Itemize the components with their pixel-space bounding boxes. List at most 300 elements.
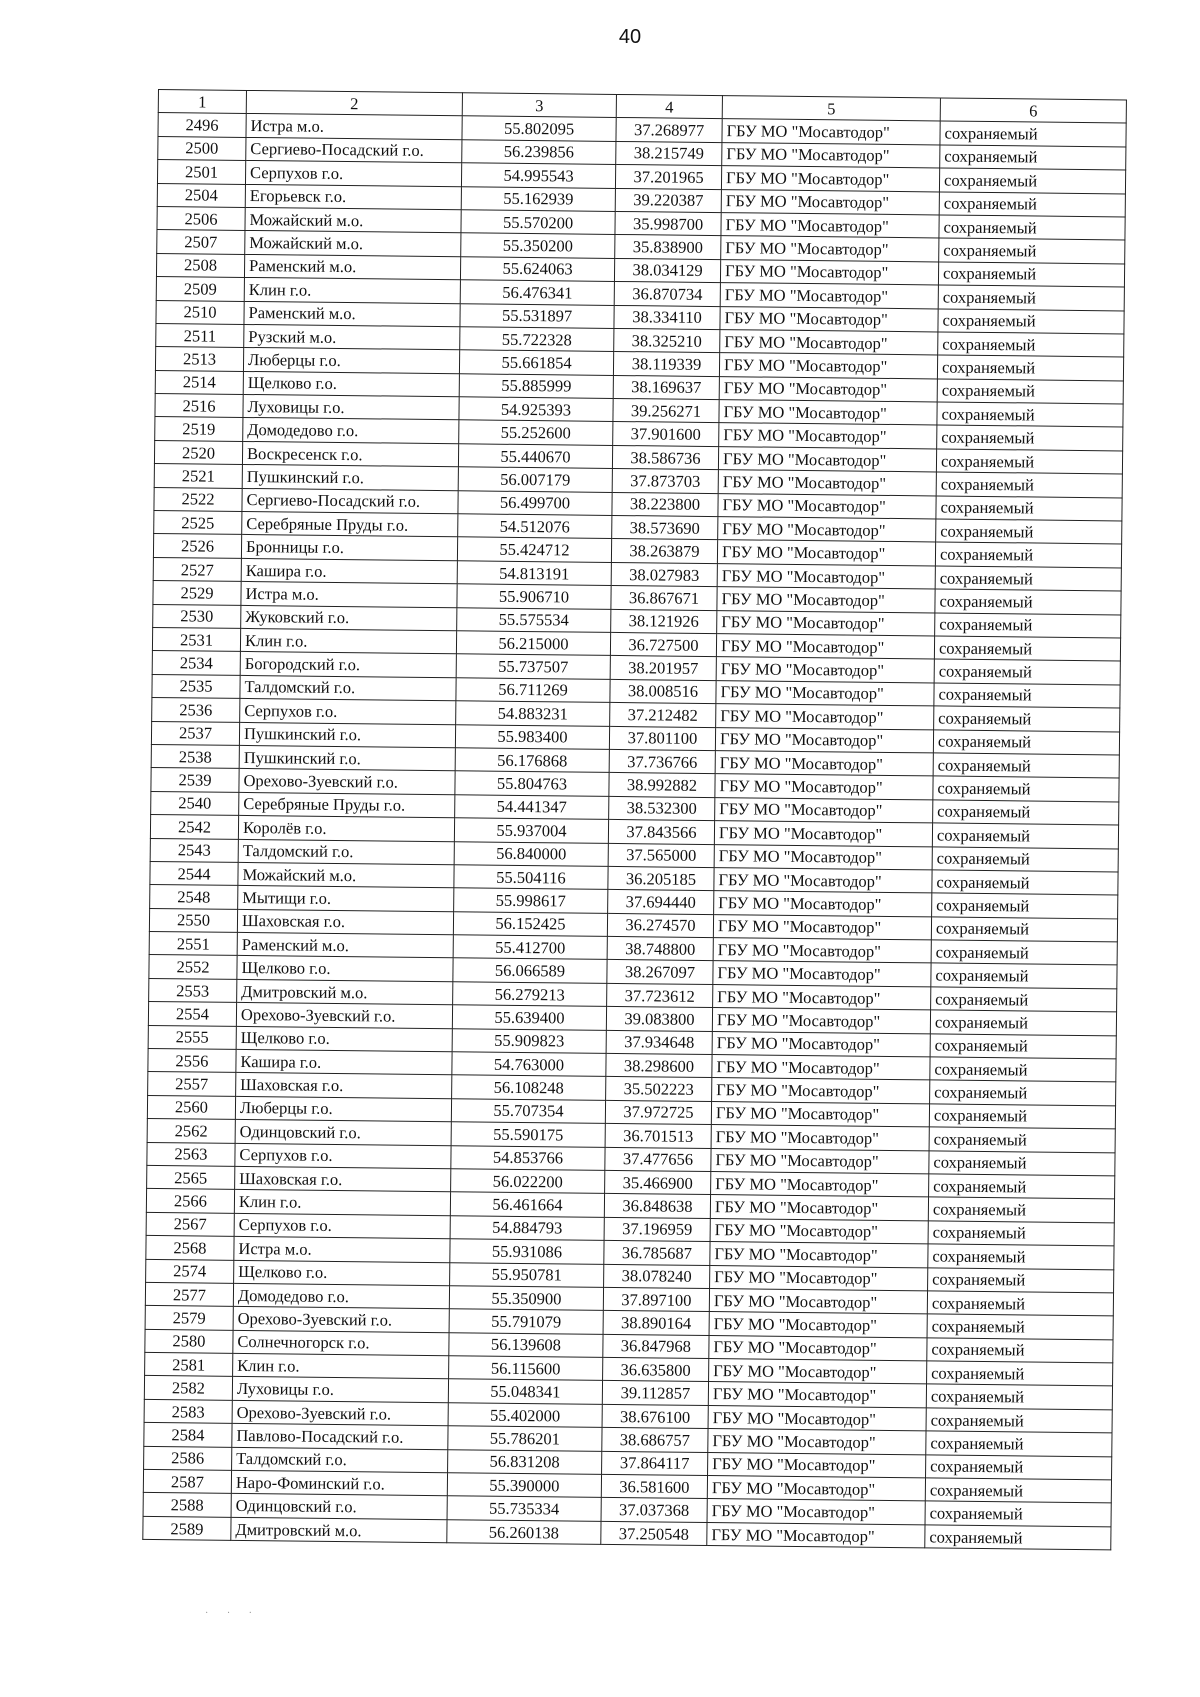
latitude-cell: 56.279213 [453, 982, 607, 1007]
row-number-cell: 2513 [155, 347, 243, 371]
row-number-cell: 2582 [144, 1376, 232, 1400]
longitude-cell: 37.201965 [615, 165, 721, 190]
status-cell: сохраняемый [939, 238, 1125, 263]
organization-cell: ГБУ МО "Мосавтодор" [718, 470, 936, 496]
status-cell: сохраняемый [936, 496, 1122, 521]
row-number-cell: 2562 [147, 1119, 235, 1143]
longitude-cell: 37.736766 [609, 749, 715, 774]
row-number-cell: 2531 [152, 627, 240, 651]
row-number-cell: 2563 [147, 1142, 235, 1166]
longitude-cell: 37.972725 [605, 1100, 711, 1125]
status-cell: сохраняемый [925, 1501, 1111, 1526]
row-number-cell: 2580 [145, 1329, 233, 1353]
organization-cell: ГБУ МО "Мосавтодор" [718, 493, 936, 519]
latitude-cell: 55.707354 [451, 1099, 605, 1124]
status-cell: сохраняемый [936, 519, 1122, 544]
latitude-cell: 55.804763 [455, 771, 609, 796]
municipality-cell: Дмитровский м.о. [237, 979, 453, 1005]
row-number-cell: 2509 [156, 277, 244, 301]
status-cell: сохраняемый [933, 729, 1119, 754]
longitude-cell: 36.581600 [601, 1474, 707, 1499]
municipality-cell: Королёв г.о. [238, 816, 454, 842]
latitude-cell: 55.048341 [448, 1379, 602, 1404]
latitude-cell: 55.252600 [459, 420, 613, 445]
header-cell: 6 [940, 98, 1126, 123]
row-number-cell: 2539 [151, 768, 239, 792]
status-cell: сохраняемый [939, 168, 1125, 193]
latitude-cell: 55.931086 [450, 1239, 604, 1264]
row-number-cell: 2542 [150, 815, 238, 839]
latitude-cell: 56.239856 [462, 140, 616, 165]
latitude-cell: 56.260138 [447, 1520, 601, 1545]
organization-cell: ГБУ МО "Мосавтодор" [721, 166, 939, 192]
status-cell: сохраняемый [926, 1384, 1112, 1409]
organization-cell: ГБУ МО "Мосавтодор" [709, 1359, 927, 1385]
longitude-cell: 36.274570 [607, 913, 713, 938]
latitude-cell: 54.853766 [451, 1145, 605, 1170]
longitude-cell: 39.256271 [613, 399, 719, 424]
header-cell: 2 [246, 90, 462, 116]
longitude-cell: 38.223800 [612, 492, 718, 517]
latitude-cell: 56.152425 [453, 911, 607, 936]
municipality-cell: Серпухов г.о. [245, 161, 461, 187]
longitude-cell: 38.298600 [606, 1053, 712, 1078]
row-number-cell: 2522 [154, 487, 242, 511]
organization-cell: ГБУ МО "Мосавтодор" [717, 587, 935, 613]
row-number-cell: 2586 [144, 1446, 232, 1470]
row-number-cell: 2536 [152, 698, 240, 722]
status-cell: сохраняемый [927, 1291, 1113, 1316]
organization-cell: ГБУ МО "Мосавтодор" [710, 1242, 928, 1268]
organization-cell: ГБУ МО "Мосавтодор" [710, 1265, 928, 1291]
row-number-cell: 2537 [151, 721, 239, 745]
latitude-cell: 55.909823 [452, 1028, 606, 1053]
row-number-cell: 2553 [149, 978, 237, 1002]
municipality-cell: Талдомский г.о. [238, 839, 454, 865]
municipality-cell: Истра м.о. [234, 1237, 450, 1263]
municipality-cell: Луховицы г.о. [243, 395, 459, 421]
latitude-cell: 56.215000 [456, 631, 610, 656]
status-cell: сохраняемый [929, 1174, 1115, 1199]
longitude-cell: 36.785687 [604, 1241, 710, 1266]
row-number-cell: 2574 [146, 1259, 234, 1283]
longitude-cell: 35.998700 [615, 211, 721, 236]
status-cell: сохраняемый [940, 121, 1126, 146]
municipality-cell: Серебряные Пруды г.о. [239, 792, 455, 818]
status-cell: сохраняемый [930, 1010, 1116, 1035]
municipality-cell: Люберцы г.о. [243, 348, 459, 374]
municipality-cell: Истра м.о. [246, 114, 462, 140]
municipality-cell: Раменский м.о. [237, 932, 453, 958]
organization-cell: ГБУ МО "Мосавтодор" [709, 1288, 927, 1314]
organization-cell: ГБУ МО "Мосавтодор" [716, 680, 934, 706]
row-number-cell: 2519 [155, 417, 243, 441]
municipality-cell: Сергиево-Посадский г.о. [246, 137, 462, 163]
municipality-cell: Павлово-Посадский г.о. [232, 1424, 448, 1450]
row-number-cell: 2543 [150, 838, 238, 862]
longitude-cell: 38.748800 [607, 936, 713, 961]
longitude-cell: 37.196959 [604, 1217, 710, 1242]
latitude-cell: 55.950781 [450, 1262, 604, 1287]
longitude-cell: 38.169637 [613, 375, 719, 400]
longitude-cell: 38.201957 [610, 656, 716, 681]
header-cell: 3 [462, 93, 616, 118]
row-number-cell: 2587 [143, 1469, 231, 1493]
longitude-cell: 38.263879 [611, 539, 717, 564]
latitude-cell: 56.066589 [453, 958, 607, 983]
status-cell: сохраняемый [930, 1057, 1116, 1082]
status-cell: сохраняемый [927, 1338, 1113, 1363]
latitude-cell: 55.639400 [452, 1005, 606, 1030]
longitude-cell: 36.205185 [608, 866, 714, 891]
municipality-cell: Клин г.о. [244, 278, 460, 304]
longitude-cell: 37.037368 [601, 1498, 707, 1523]
status-cell: сохраняемый [935, 589, 1121, 614]
row-number-cell: 2501 [157, 160, 245, 184]
latitude-cell: 55.737507 [456, 654, 610, 679]
longitude-cell: 37.897100 [603, 1287, 709, 1312]
organization-cell: ГБУ МО "Мосавтодор" [716, 704, 934, 730]
latitude-cell: 55.424712 [457, 537, 611, 562]
latitude-cell: 55.162939 [461, 186, 615, 211]
latitude-cell: 55.885999 [459, 373, 613, 398]
status-cell: сохраняемый [928, 1197, 1114, 1222]
status-cell: сохраняемый [937, 379, 1123, 404]
organization-cell: ГБУ МО "Мосавтодор" [713, 938, 931, 964]
row-number-cell: 2584 [144, 1423, 232, 1447]
status-cell: сохраняемый [930, 1034, 1116, 1059]
status-cell: сохраняемый [936, 472, 1122, 497]
municipality-cell: Раменский м.о. [244, 301, 460, 327]
status-cell: сохраняемый [937, 402, 1123, 427]
row-number-cell: 2534 [152, 651, 240, 675]
latitude-cell: 55.402000 [448, 1403, 602, 1428]
status-cell: сохраняемый [934, 659, 1120, 684]
latitude-cell: 55.906710 [457, 584, 611, 609]
longitude-cell: 35.502223 [606, 1077, 712, 1102]
status-cell: сохраняемый [936, 449, 1122, 474]
longitude-cell: 38.532300 [609, 796, 715, 821]
organization-cell: ГБУ МО "Мосавтодор" [719, 376, 937, 402]
organization-cell: ГБУ МО "Мосавтодор" [715, 774, 933, 800]
row-number-cell: 2556 [148, 1048, 236, 1072]
longitude-cell: 36.635800 [603, 1357, 709, 1382]
longitude-cell: 37.565000 [608, 843, 714, 868]
municipality-cell: Щелково г.о. [234, 1260, 450, 1286]
municipality-cell: Домодедово г.о. [233, 1283, 449, 1309]
organization-cell: ГБУ МО "Мосавтодор" [711, 1101, 929, 1127]
organization-cell: ГБУ МО "Мосавтодор" [718, 517, 936, 543]
municipality-cell: Бронницы г.о. [241, 535, 457, 561]
row-number-cell: 2552 [149, 955, 237, 979]
row-number-cell: 2548 [150, 885, 238, 909]
longitude-cell: 36.701513 [605, 1124, 711, 1149]
latitude-cell: 55.590175 [451, 1122, 605, 1147]
latitude-cell: 54.995543 [461, 163, 615, 188]
status-cell: сохраняемый [930, 1080, 1116, 1105]
row-number-cell: 2579 [145, 1306, 233, 1330]
municipality-cell: Клин г.о. [234, 1190, 450, 1216]
status-cell: сохраняемый [938, 262, 1124, 287]
organization-cell: ГБУ МО "Мосавтодор" [708, 1382, 926, 1408]
latitude-cell: 55.440670 [458, 444, 612, 469]
organization-cell: ГБУ МО "Мосавтодор" [714, 821, 932, 847]
status-cell: сохраняемый [934, 683, 1120, 708]
municipality-cell: Рузский м.о. [244, 324, 460, 350]
municipality-cell: Можайский м.о. [245, 207, 461, 233]
status-cell: сохраняемый [929, 1104, 1115, 1129]
longitude-cell: 38.686757 [602, 1428, 708, 1453]
municipality-cell: Шаховская г.о. [235, 1166, 451, 1192]
longitude-cell: 38.334110 [614, 305, 720, 330]
longitude-cell: 37.694440 [608, 890, 714, 915]
latitude-cell: 55.983400 [455, 724, 609, 749]
data-table [142, 89, 1127, 1551]
municipality-cell: Люберцы г.о. [235, 1096, 451, 1122]
longitude-cell: 38.992882 [609, 773, 715, 798]
organization-cell: ГБУ МО "Мосавтодор" [714, 891, 932, 917]
status-cell: сохраняемый [928, 1244, 1114, 1269]
organization-cell: ГБУ МО "Мосавтодор" [707, 1499, 925, 1525]
latitude-cell: 55.786201 [448, 1426, 602, 1451]
organization-cell: ГБУ МО "Мосавтодор" [721, 213, 939, 239]
longitude-cell: 38.325210 [614, 328, 720, 353]
longitude-cell: 37.801100 [609, 726, 715, 751]
status-cell: сохраняемый [931, 917, 1117, 942]
municipality-cell: Талдомский г.о. [240, 675, 456, 701]
organization-cell: ГБУ МО "Мосавтодор" [711, 1125, 929, 1151]
longitude-cell: 38.027983 [611, 562, 717, 587]
latitude-cell: 54.884793 [450, 1215, 604, 1240]
status-cell: сохраняемый [929, 1127, 1115, 1152]
scanned-table-sheet [142, 89, 1126, 1551]
municipality-cell: Орехово-Зуевский г.о. [232, 1400, 448, 1426]
organization-cell: ГБУ МО "Мосавтодор" [709, 1335, 927, 1361]
organization-cell: ГБУ МО "Мосавтодор" [707, 1476, 925, 1502]
latitude-cell: 55.350200 [461, 233, 615, 258]
row-number-cell: 2511 [156, 323, 244, 347]
status-cell: сохраняемый [926, 1408, 1112, 1433]
organization-cell: ГБУ МО "Мосавтодор" [712, 1008, 930, 1034]
organization-cell: ГБУ МО "Мосавтодор" [719, 400, 937, 426]
municipality-cell: Шаховская г.о. [237, 909, 453, 935]
row-number-cell: 2506 [157, 206, 245, 230]
organization-cell: ГБУ МО "Мосавтодор" [716, 634, 934, 660]
row-number-cell: 2521 [154, 464, 242, 488]
municipality-cell: Егорьевск г.о. [245, 184, 461, 210]
municipality-cell: Дмитровский м.о. [231, 1517, 447, 1543]
status-cell: сохраняемый [927, 1314, 1113, 1339]
row-number-cell: 2535 [152, 674, 240, 698]
organization-cell: ГБУ МО "Мосавтодор" [717, 563, 935, 589]
row-number-cell: 2527 [153, 557, 241, 581]
organization-cell: ГБУ МО "Мосавтодор" [710, 1218, 928, 1244]
latitude-cell: 55.937004 [454, 818, 608, 843]
row-number-cell: 2583 [144, 1399, 232, 1423]
status-cell: сохраняемый [926, 1455, 1112, 1480]
row-number-cell: 2540 [151, 791, 239, 815]
scan-specks: · · · [205, 1608, 260, 1619]
row-number-cell: 2526 [153, 534, 241, 558]
municipality-cell: Щелково г.о. [237, 956, 453, 982]
status-cell: сохраняемый [940, 145, 1126, 170]
latitude-cell: 56.461664 [450, 1192, 604, 1217]
row-number-cell: 2516 [155, 394, 243, 418]
row-number-cell: 2529 [153, 581, 241, 605]
longitude-cell: 36.847968 [603, 1334, 709, 1359]
organization-cell: ГБУ МО "Мосавтодор" [720, 283, 938, 309]
latitude-cell: 55.412700 [453, 935, 607, 960]
latitude-cell: 54.512076 [458, 514, 612, 539]
status-cell: сохраняемый [925, 1478, 1111, 1503]
header-cell: 5 [722, 96, 940, 122]
status-cell: сохраняемый [928, 1221, 1114, 1246]
longitude-cell: 39.112857 [602, 1381, 708, 1406]
latitude-cell: 55.998617 [454, 888, 608, 913]
municipality-cell: Клин г.о. [240, 628, 456, 654]
municipality-cell: Можайский м.о. [245, 231, 461, 257]
latitude-cell: 55.575534 [457, 607, 611, 632]
latitude-cell: 56.176868 [455, 748, 609, 773]
municipality-cell: Раменский м.о. [244, 254, 460, 280]
longitude-cell: 35.466900 [605, 1170, 711, 1195]
organization-cell: ГБУ МО "Мосавтодор" [719, 353, 937, 379]
latitude-cell: 55.531897 [460, 303, 614, 328]
row-number-cell: 2567 [146, 1212, 234, 1236]
status-cell: сохраняемый [935, 566, 1121, 591]
longitude-cell: 36.867671 [611, 586, 717, 611]
organization-cell: ГБУ МО "Мосавтодор" [717, 540, 935, 566]
organization-cell: ГБУ МО "Мосавтодор" [720, 330, 938, 356]
status-cell: сохраняемый [935, 613, 1121, 638]
longitude-cell: 38.215749 [616, 141, 722, 166]
latitude-cell: 55.350900 [449, 1286, 603, 1311]
row-number-cell: 2554 [148, 1002, 236, 1026]
municipality-cell: Щелково г.о. [243, 371, 459, 397]
latitude-cell: 55.661854 [459, 350, 613, 375]
organization-cell: ГБУ МО "Мосавтодор" [711, 1148, 929, 1174]
status-cell: сохраняемый [937, 355, 1123, 380]
municipality-cell: Солнечногорск г.о. [233, 1330, 449, 1356]
header-cell: 4 [616, 94, 722, 119]
organization-cell: ГБУ МО "Мосавтодор" [717, 610, 935, 636]
row-number-cell: 2560 [147, 1095, 235, 1119]
organization-cell: ГБУ МО "Мосавтодор" [721, 236, 939, 262]
municipality-cell: Одинцовский г.о. [235, 1120, 451, 1146]
row-number-cell: 2538 [151, 744, 239, 768]
status-cell: сохраняемый [929, 1150, 1115, 1175]
status-cell: сохраняемый [939, 215, 1125, 240]
longitude-cell: 37.901600 [613, 422, 719, 447]
latitude-cell: 56.499700 [458, 490, 612, 515]
status-cell: сохраняемый [931, 940, 1117, 965]
longitude-cell: 39.220387 [615, 188, 721, 213]
table-body [143, 113, 1126, 1550]
longitude-cell: 37.250548 [601, 1521, 707, 1546]
status-cell: сохраняемый [932, 870, 1118, 895]
longitude-cell: 38.078240 [604, 1264, 710, 1289]
status-cell: сохраняемый [934, 636, 1120, 661]
organization-cell: ГБУ МО "Мосавтодор" [710, 1195, 928, 1221]
organization-cell: ГБУ МО "Мосавтодор" [720, 259, 938, 285]
latitude-cell: 55.390000 [447, 1473, 601, 1498]
latitude-cell: 55.624063 [460, 257, 614, 282]
page-number: 40 [618, 26, 642, 48]
row-number-cell: 2588 [143, 1493, 231, 1517]
municipality-cell: Истра м.о. [241, 582, 457, 608]
longitude-cell: 38.008516 [610, 679, 716, 704]
organization-cell: ГБУ МО "Мосавтодор" [719, 423, 937, 449]
municipality-cell: Воскресенск г.о. [242, 441, 458, 467]
row-number-cell: 2551 [149, 932, 237, 956]
longitude-cell: 37.934648 [606, 1030, 712, 1055]
organization-cell: ГБУ МО "Мосавтодор" [714, 844, 932, 870]
longitude-cell: 37.477656 [605, 1147, 711, 1172]
longitude-cell: 36.848638 [604, 1194, 710, 1219]
municipality-cell: Пушкинский г.о. [239, 722, 455, 748]
organization-cell: ГБУ МО "Мосавтодор" [715, 797, 933, 823]
longitude-cell: 38.573690 [612, 515, 718, 540]
organization-cell: ГБУ МО "Мосавтодор" [712, 1031, 930, 1057]
longitude-cell: 38.121926 [611, 609, 717, 634]
municipality-cell: Клин г.о. [233, 1353, 449, 1379]
longitude-cell: 38.267097 [607, 960, 713, 985]
status-cell: сохраняемый [938, 332, 1124, 357]
organization-cell: ГБУ МО "Мосавтодор" [716, 657, 934, 683]
latitude-cell: 54.925393 [459, 397, 613, 422]
organization-cell: ГБУ МО "Мосавтодор" [712, 1055, 930, 1081]
latitude-cell: 56.022200 [451, 1169, 605, 1194]
organization-cell: ГБУ МО "Мосавтодор" [721, 189, 939, 215]
status-cell: сохраняемый [932, 823, 1118, 848]
status-cell: сохраняемый [926, 1431, 1112, 1456]
organization-cell: ГБУ МО "Мосавтодор" [707, 1522, 925, 1548]
longitude-cell: 37.873703 [612, 469, 718, 494]
municipality-cell: Орехово-Зуевский г.о. [233, 1307, 449, 1333]
municipality-cell: Орехово-Зуевский г.о. [239, 769, 455, 795]
row-number-cell: 2510 [156, 300, 244, 324]
status-cell: сохраняемый [938, 308, 1124, 333]
latitude-cell: 55.735334 [447, 1496, 601, 1521]
status-cell: сохраняемый [937, 425, 1123, 450]
latitude-cell: 55.570200 [461, 210, 615, 235]
municipality-cell: Серпухов г.о. [235, 1143, 451, 1169]
municipality-cell: Шаховская г.о. [236, 1073, 452, 1099]
longitude-cell: 38.119339 [613, 352, 719, 377]
municipality-cell: Талдомский г.о. [232, 1447, 448, 1473]
status-cell: сохраняемый [927, 1361, 1113, 1386]
municipality-cell: Пушкинский г.о. [242, 465, 458, 491]
row-number-cell: 2514 [155, 370, 243, 394]
status-cell: сохраняемый [928, 1267, 1114, 1292]
municipality-cell: Кашира г.о. [236, 1049, 452, 1075]
municipality-cell: Одинцовский г.о. [231, 1494, 447, 1520]
municipality-cell: Можайский м.о. [238, 862, 454, 888]
municipality-cell: Щелково г.о. [236, 1026, 452, 1052]
longitude-cell: 37.268977 [616, 118, 722, 143]
latitude-cell: 56.139608 [449, 1332, 603, 1357]
municipality-cell: Мытищи г.о. [238, 886, 454, 912]
organization-cell: ГБУ МО "Мосавтодор" [708, 1452, 926, 1478]
organization-cell: ГБУ МО "Мосавтодор" [712, 1078, 930, 1104]
status-cell: сохраняемый [932, 893, 1118, 918]
latitude-cell: 56.115600 [449, 1356, 603, 1381]
row-number-cell: 2525 [154, 511, 242, 535]
latitude-cell: 54.763000 [452, 1052, 606, 1077]
row-number-cell: 2508 [156, 253, 244, 277]
organization-cell: ГБУ МО "Мосавтодор" [709, 1312, 927, 1338]
row-number-cell: 2565 [147, 1165, 235, 1189]
